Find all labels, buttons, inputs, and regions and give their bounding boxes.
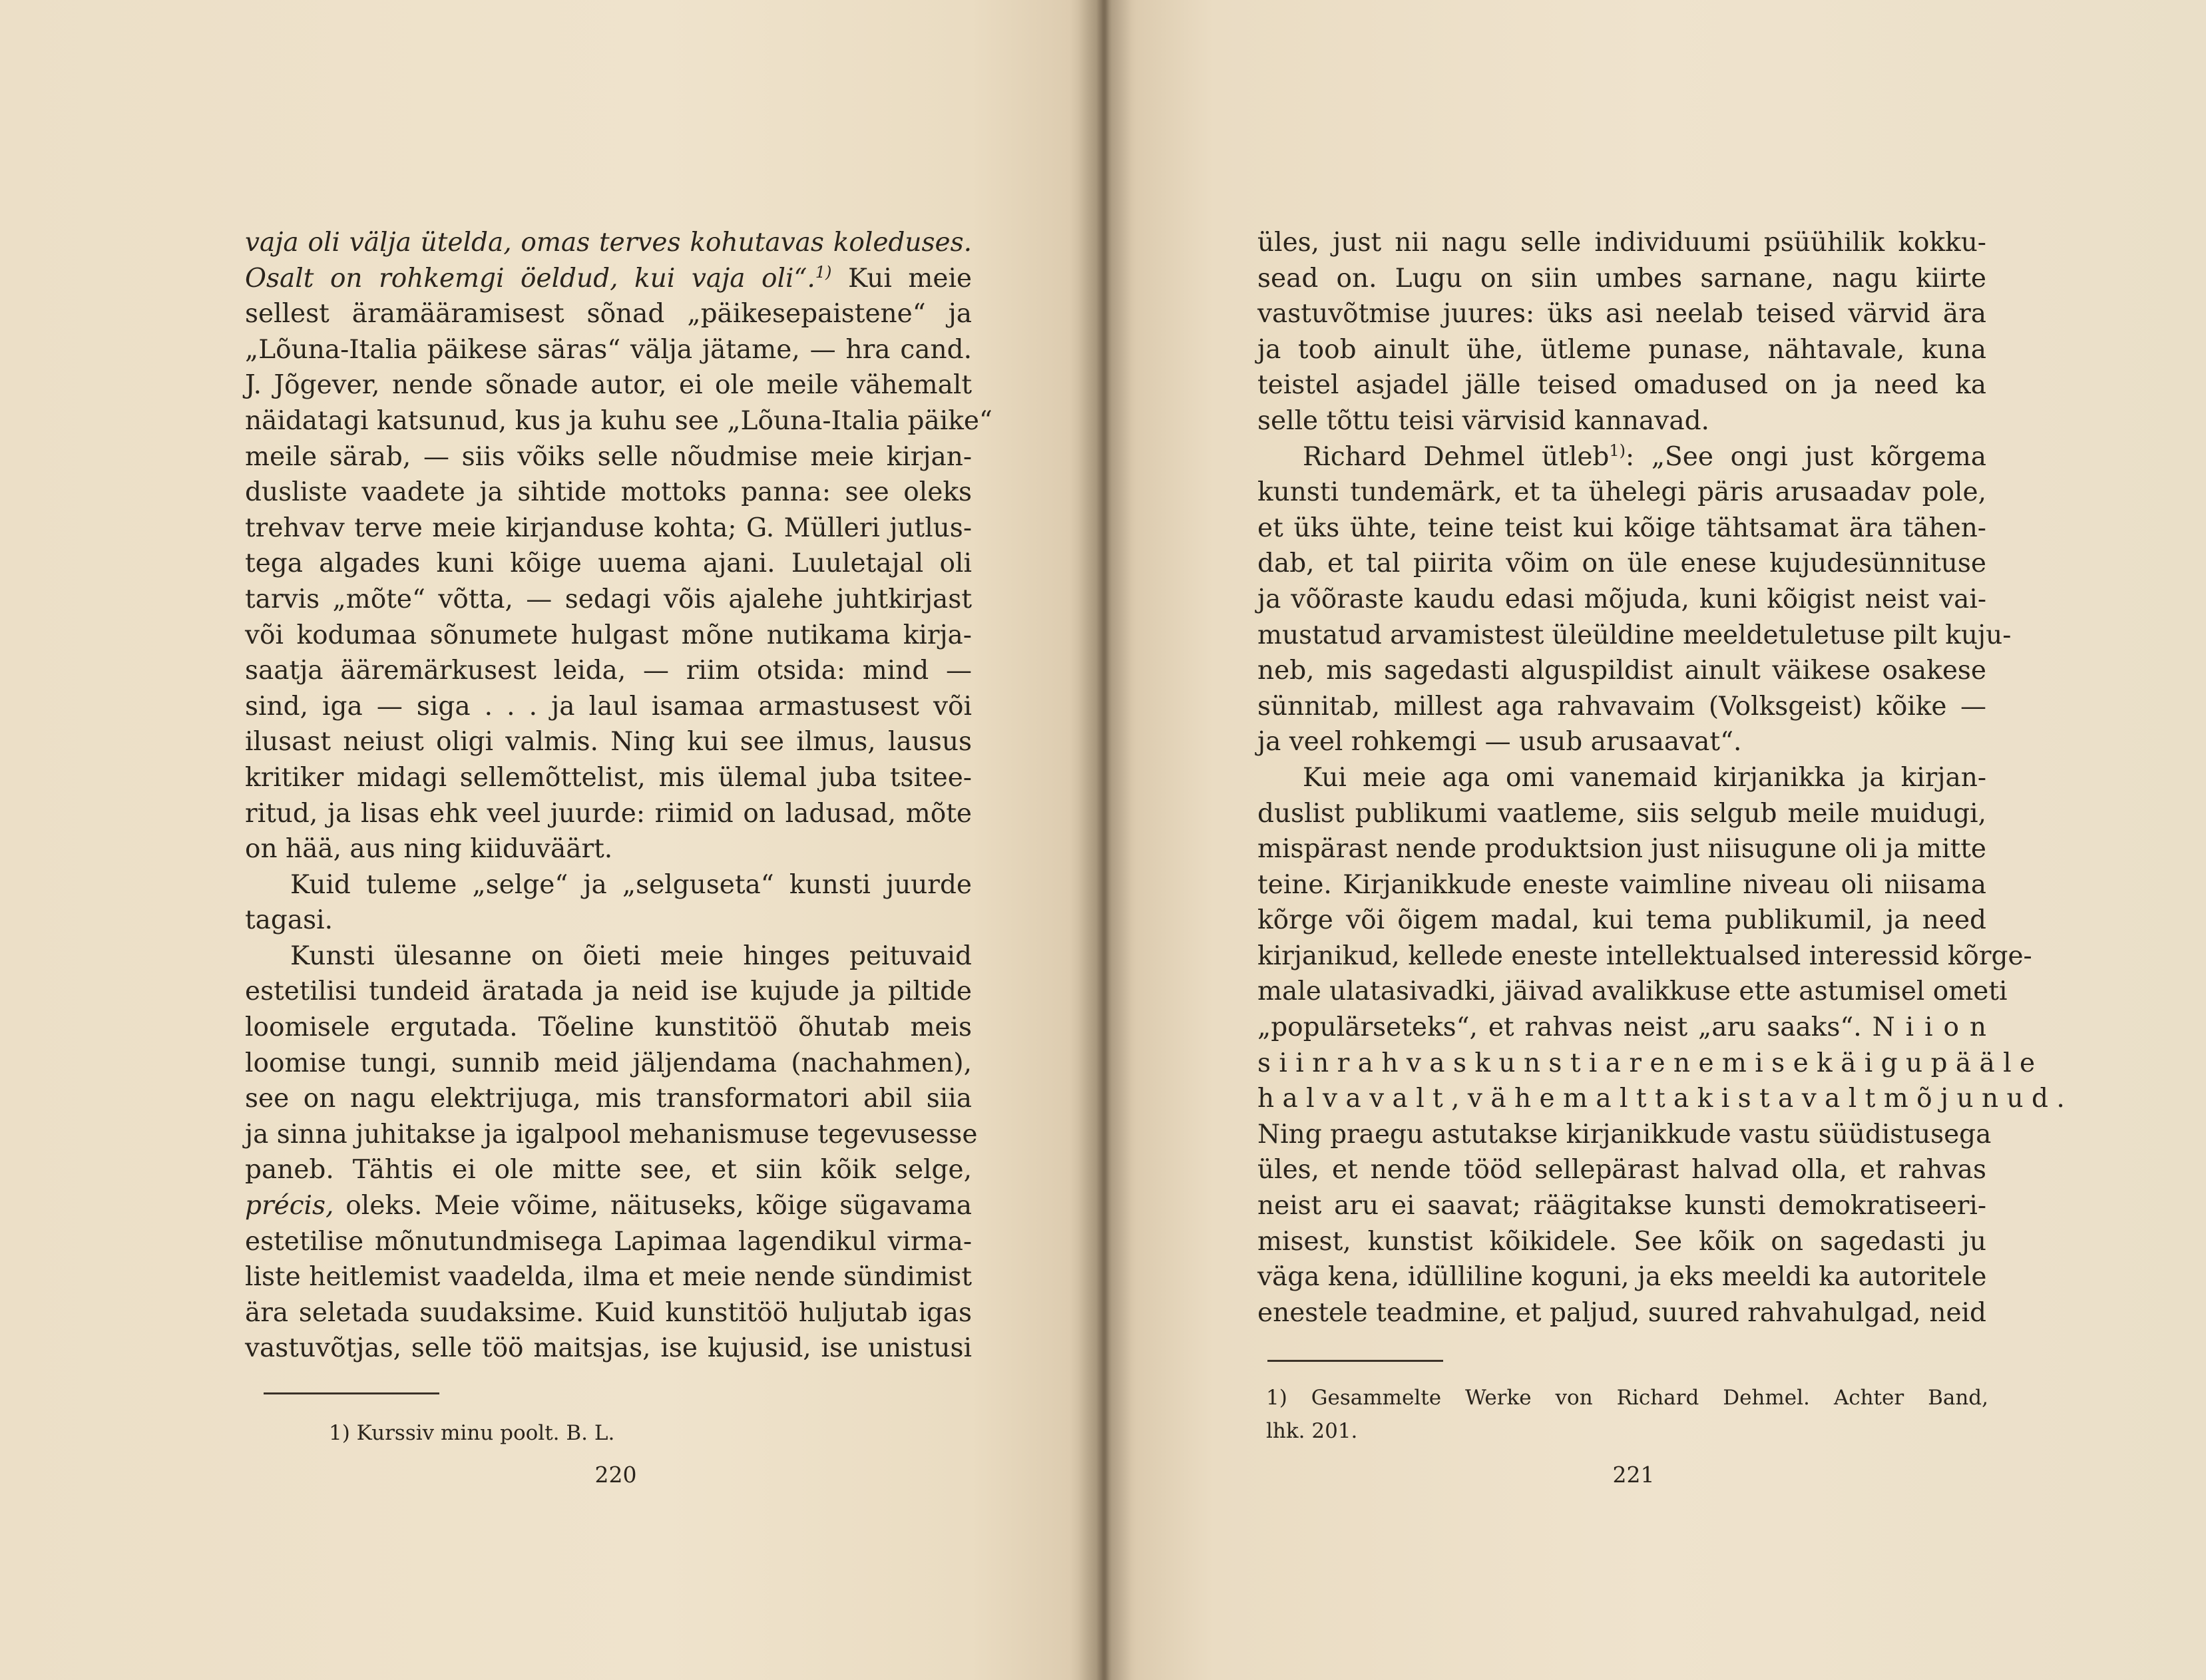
- text-line: sünnitab, millest aga rahvavaim (Volksgeist) kõike —: [1257, 691, 1986, 722]
- right-footnote-rule: [1267, 1360, 1443, 1362]
- text-line: tarvis „mõte“ võtta, — sedagi võis ajalehe juhtkirjast: [245, 584, 972, 614]
- text-line: dab, et tal piirita võim on üle enese kujudesünnituse: [1257, 548, 1986, 579]
- text-line: et üks ühte, teine teist kui kõige tähtsamat ära tähen-: [1257, 513, 1986, 543]
- left-page-number: 220: [594, 1462, 637, 1488]
- text-line: või kodumaa sõnumete hulgast mõne nutikama kirja-: [245, 620, 972, 650]
- text-line: ja sinna juhitakse ja igalpool mehanismuse tegevusesse: [245, 1119, 978, 1150]
- text-line: väga kena, idülliline koguni, ja eks meeldi ka autoritele: [1257, 1262, 1987, 1293]
- left-footnote: [329, 1416, 728, 1450]
- text-line: kirjanikud, kellede eneste intellektualsed interessid kõrge-: [1257, 941, 2032, 971]
- text-line: saatja ääremärkusest leida, — riim otsida: mind —: [245, 656, 972, 686]
- text-line: J. Jõgever, nende sõnade autor, ei ole meile vähemalt: [245, 370, 972, 401]
- text-line: loomise tungi, sunnib meid jäljendama (nachahmen),: [245, 1048, 972, 1078]
- text-line: kritiker midagi sellemõttelist, mis ülemal juba tsitee-: [245, 762, 972, 793]
- text-line: teine. Kirjanikkude eneste vaimline niveau oli niisama: [1257, 869, 1986, 900]
- text-line: „populärseteks“, et rahvas neist „aru saaks“. N i i o n: [1257, 1012, 1986, 1043]
- text-line: paneb. Tähtis ei ole mitte see, et siin kõik selge,: [245, 1155, 972, 1185]
- text-line: Kui meie aga omi vanemaid kirjanikka ja kirjan-: [1303, 762, 1986, 793]
- text-line: h a l v a v a l t , v ä h e m a l t t a k i s t a v a l t m õ j u n u d .: [1257, 1084, 2065, 1114]
- text-line: s i i n r a h v a s k u n s t i a r e n e m i s e k ä i g u p ä ä l e: [1257, 1048, 2036, 1078]
- text-line: ritud, ja lisas ehk veel juurde: riimid on ladusad, mõte: [245, 798, 972, 829]
- right-page-body: [1257, 225, 2065, 1331]
- text-line: ja võõraste kaudu edasi mõjuda, kuni kõigist neist vai-: [1257, 584, 1986, 614]
- text-line: enestele teadmine, et paljud, suured rahvahulgad, neid: [1257, 1297, 1986, 1328]
- text-line: Kuid tuleme „selge“ ja „selguseta“ kunsti juurde: [290, 869, 972, 900]
- text-line: estetilisi tundeid äratada ja neid ise kujude ja piltide: [245, 976, 972, 1007]
- left-page: [0, 0, 1098, 1680]
- text-line: meile särab, — siis võiks selle nõudmise meie kirjan-: [245, 441, 972, 472]
- text-line: üles, et nende tööd sellepärast halvad olla, et rahvas: [1257, 1155, 1986, 1185]
- footnote-line: lhk. 201.: [1266, 1419, 1358, 1443]
- text-line: mustatud arvamistest üleüldine meeldetuletuse pilt kuju-: [1257, 620, 2012, 650]
- text-line: vastuvõtmise juures: üks asi neelab teised värvid ära: [1257, 299, 1986, 329]
- footnote-line: 1) Gesammelte Werke von Richard Dehmel. Achter Band,: [1266, 1386, 1988, 1410]
- text-line: Kunsti ülesanne on õieti meie hinges peituvaid: [290, 941, 972, 971]
- text-line: sellest äramääramisest sõnad „päikesepaistene“ ja: [245, 299, 972, 329]
- text-line: Ning praegu astutakse kirjanikkude vastu süüdistusega: [1257, 1119, 1992, 1150]
- left-page-body: [245, 225, 993, 1366]
- text-line: tega algades kuni kõige uuema ajani. Luuletajal oli: [245, 548, 972, 579]
- text-line: sind, iga — siga . . . ja laul isamaa armastusest või: [245, 691, 972, 722]
- text-line: trehvav terve meie kirjanduse kohta; G. Mülleri jutlus-: [245, 513, 972, 543]
- text-line: neist aru ei saavat; räägitakse kunsti demokratiseeri-: [1257, 1191, 1986, 1221]
- text-line: Richard Dehmel ütleb$^{1)}$: „See ongi just kõrgema: [1303, 441, 1986, 472]
- text-line: duslist publikumi vaatleme, siis selgub meile muidugi,: [1257, 798, 1986, 829]
- footnote-line: 1) Kurssiv minu poolt. B. L.: [329, 1421, 615, 1445]
- text-line: sead on. Lugu on siin umbes sarnane, nagu kiirte: [1257, 263, 1986, 294]
- text-line: liste heitlemist vaadelda, ilma et meie nende sündimist: [245, 1262, 972, 1293]
- text-line: précis, oleks. Meie võime, näituseks, kõige sügavama: [245, 1191, 972, 1221]
- text-line: „Lõuna-Italia päikese säras“ välja jätame, — hra cand.: [245, 334, 972, 365]
- text-line: mispärast nende produktsion just niisugune oli ja mitte: [1257, 834, 1986, 865]
- right-page-number: 221: [1612, 1462, 1655, 1488]
- text-line: dusliste vaadete ja sihtide mottoks panna: see oleks: [245, 477, 972, 508]
- text-line: selle tõttu teisi värvisid kannavad.: [1257, 405, 1709, 436]
- text-line: misest, kunstist kõikidele. See kõik on sagedasti ju: [1257, 1226, 1986, 1257]
- text-line: kõrge või õigem madal, kui tema publikumil, ja need: [1257, 905, 1986, 936]
- text-line: kunsti tundemärk, et ta ühelegi päris arusaadav pole,: [1257, 477, 1986, 508]
- text-line: see on nagu elektrijuga, mis transformatori abil siia: [245, 1084, 972, 1114]
- left-footnote-rule: [264, 1392, 439, 1394]
- text-line: ilusast neiust oligi valmis. Ning kui see ilmus, lausus: [245, 727, 972, 757]
- text-line: on hää, aus ning kiiduväärt.: [245, 834, 613, 865]
- text-line: ja toob ainult ühe, ütleme punase, nähtavale, kuna: [1257, 334, 1986, 365]
- text-line: estetilise mõnutundmisega Lapimaa lagendikul virma-: [245, 1226, 972, 1257]
- text-line: tagasi.: [245, 905, 333, 936]
- text-line: neb, mis sagedasti alguspildist ainult väikese osakese: [1257, 656, 1986, 686]
- text-line: vastuvõtjas, selle töö maitsjas, ise kujusid, ise unistusi: [245, 1333, 972, 1364]
- text-line: üles, just nii nagu selle individuumi psüühilik kokku-: [1257, 228, 1986, 258]
- text-line: Osalt on rohkemgi öeldud, kui vaja oli“.$^{1)}$ Kui meie: [245, 262, 972, 294]
- text-line: ja veel rohkemgi — usub arusaavat“.: [1257, 727, 1742, 757]
- text-line: male ulatasivadki, jäivad avalikkuse ette astumisel ometi: [1257, 976, 2008, 1007]
- right-footnote: [1266, 1381, 1988, 1448]
- text-line: ära seletada suudaksime. Kuid kunstitöö huljutab igas: [245, 1297, 972, 1328]
- text-line: näidatagi katsunud, kus ja kuhu see „Lõuna-Italia päike“: [245, 405, 993, 436]
- text-line: teistel asjadel jälle teised omadused on ja need ka: [1257, 370, 1986, 401]
- right-page: [1108, 0, 2206, 1680]
- text-line: vaja oli välja ütelda, omas terves kohutavas koleduses.: [245, 228, 972, 258]
- text-line: loomisele ergutada. Tõeline kunstitöö õhutab meis: [245, 1012, 972, 1043]
